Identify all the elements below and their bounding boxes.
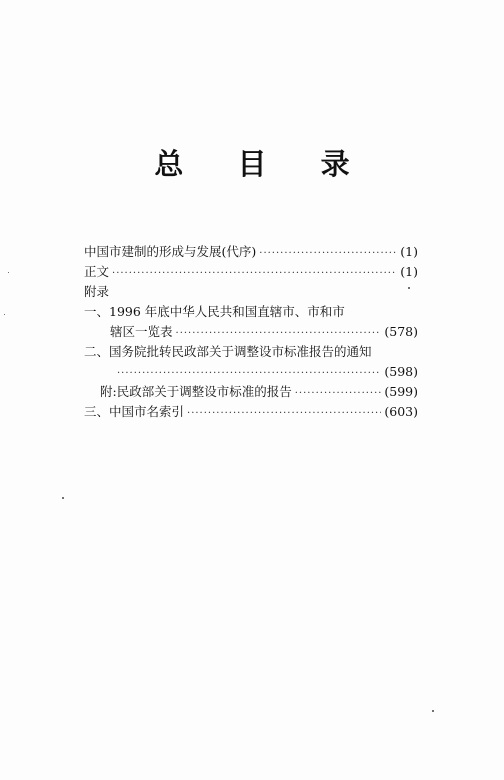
toc-entry-text: 辖区一览表 bbox=[110, 324, 173, 339]
toc-entry-text: 附:民政部关于调整设市标准的报告 bbox=[100, 384, 292, 399]
leader-dots bbox=[295, 384, 382, 404]
scan-speck bbox=[8, 272, 9, 273]
toc-entry-text: 三、中国市名索引 bbox=[84, 404, 185, 419]
toc-heading bbox=[84, 282, 418, 302]
toc-entry-text: 中国市建制的形成与发展(代序) bbox=[84, 244, 257, 259]
toc-entry-page: (603) bbox=[384, 404, 418, 419]
toc-entry[interactable] bbox=[84, 302, 418, 322]
toc-entry-page: (1) bbox=[400, 244, 418, 259]
toc-entry-text: 二、国务院批转民政部关于调整设市标准报告的通知 bbox=[84, 344, 372, 359]
leader-dots bbox=[259, 244, 397, 264]
toc-entry-page: (598) bbox=[384, 364, 418, 379]
toc-entry[interactable] bbox=[84, 322, 418, 342]
toc-entry[interactable] bbox=[84, 262, 418, 282]
scan-speck bbox=[408, 287, 410, 289]
page-title: 总 目 录 bbox=[154, 147, 372, 181]
toc-entry[interactable] bbox=[84, 242, 418, 262]
leader-dots bbox=[117, 364, 381, 384]
leader-dots bbox=[187, 404, 381, 424]
table-of-contents bbox=[84, 242, 418, 422]
toc-entry[interactable] bbox=[84, 342, 418, 362]
toc-entry-continuation[interactable] bbox=[84, 362, 418, 382]
scan-speck bbox=[62, 497, 64, 499]
toc-entry-page: (578) bbox=[384, 324, 418, 339]
scan-speck bbox=[4, 314, 5, 315]
leader-dots bbox=[176, 324, 382, 344]
toc-entry-page: (599) bbox=[384, 384, 418, 399]
scan-speck bbox=[432, 710, 434, 712]
toc-entry-text: 一、1996 年底中华人民共和国直辖市、市和市 bbox=[84, 304, 345, 319]
leader-dots bbox=[112, 264, 397, 284]
toc-entry-text: 正文 bbox=[84, 264, 110, 279]
toc-entry-page: (1) bbox=[400, 264, 418, 279]
toc-entry[interactable] bbox=[84, 402, 418, 422]
toc-entry[interactable] bbox=[84, 382, 418, 402]
toc-entry-text: 附录 bbox=[84, 284, 110, 299]
